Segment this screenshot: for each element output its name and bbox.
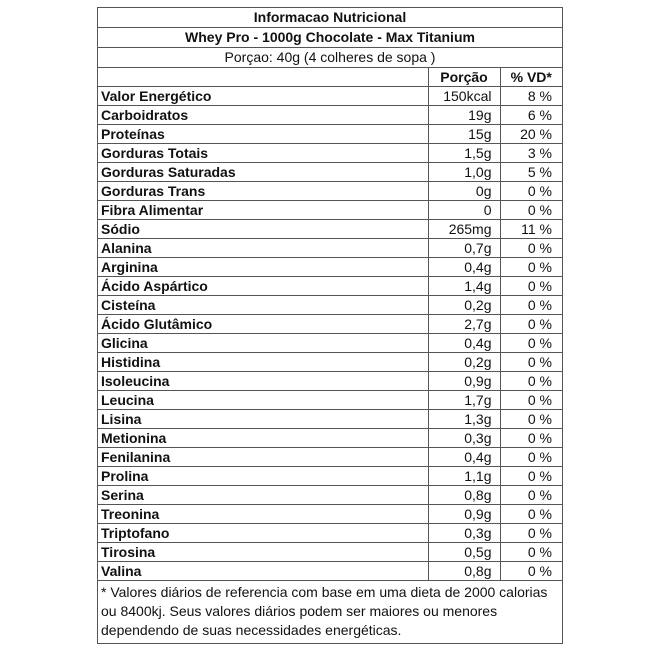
nutrient-name: Ácido Glutâmico [98, 315, 428, 334]
nutrient-daily-value: 8 % [500, 87, 562, 106]
nutrient-name: Serina [98, 486, 428, 505]
nutrient-name: Gorduras Saturadas [98, 163, 428, 182]
nutrient-amount: 0,8g [428, 562, 500, 581]
nutrient-name: Gorduras Trans [98, 182, 428, 201]
nutrient-daily-value: 0 % [500, 467, 562, 486]
nutrient-name: Metionina [98, 429, 428, 448]
table-row [98, 315, 562, 334]
nutrient-daily-value: 0 % [500, 429, 562, 448]
nutrient-amount: 1,1g [428, 467, 500, 486]
table-row [98, 125, 562, 144]
column-header-portion: Porção [428, 68, 500, 87]
nutrient-name: Cisteína [98, 296, 428, 315]
column-header-row [98, 68, 562, 87]
nutrient-daily-value: 0 % [500, 391, 562, 410]
table-row [98, 296, 562, 315]
nutrient-amount: 0,5g [428, 543, 500, 562]
nutrient-daily-value: 0 % [500, 524, 562, 543]
table-row [98, 429, 562, 448]
nutrient-daily-value: 0 % [500, 410, 562, 429]
nutrient-name: Fibra Alimentar [98, 201, 428, 220]
nutrient-daily-value: 0 % [500, 201, 562, 220]
nutrient-name: Valina [98, 562, 428, 581]
nutrient-amount: 1,3g [428, 410, 500, 429]
table-row [98, 87, 562, 106]
nutrient-daily-value: 0 % [500, 334, 562, 353]
nutrient-amount: 0,3g [428, 429, 500, 448]
nutrient-name: Carboidratos [98, 106, 428, 125]
nutrient-amount: 0,4g [428, 334, 500, 353]
table-row [98, 505, 562, 524]
nutrient-daily-value: 0 % [500, 315, 562, 334]
table-row [98, 182, 562, 201]
table-row [98, 543, 562, 562]
nutrient-amount: 0g [428, 182, 500, 201]
nutrient-amount: 0,4g [428, 448, 500, 467]
table-row [98, 258, 562, 277]
nutrient-amount: 0,2g [428, 353, 500, 372]
nutrient-amount: 0,9g [428, 505, 500, 524]
nutrient-name: Arginina [98, 258, 428, 277]
nutrient-name: Alanina [98, 239, 428, 258]
table-row [98, 562, 562, 581]
nutrient-daily-value: 5 % [500, 163, 562, 182]
table-row [98, 353, 562, 372]
nutrient-daily-value: 3 % [500, 144, 562, 163]
table-row [98, 334, 562, 353]
nutrition-table [98, 68, 562, 581]
nutrient-name: Tirosina [98, 543, 428, 562]
serving-size: Porçao: 40g (4 colheres de sopa ) [98, 48, 562, 68]
table-row [98, 486, 562, 505]
table-row [98, 220, 562, 239]
nutrient-amount: 1,5g [428, 144, 500, 163]
nutrient-amount: 0 [428, 201, 500, 220]
nutrient-name: Triptofano [98, 524, 428, 543]
nutrient-daily-value: 0 % [500, 182, 562, 201]
nutrient-daily-value: 0 % [500, 448, 562, 467]
table-row [98, 410, 562, 429]
nutrient-amount: 265mg [428, 220, 500, 239]
nutrient-name: Proteínas [98, 125, 428, 144]
nutrient-daily-value: 0 % [500, 372, 562, 391]
nutrient-amount: 15g [428, 125, 500, 144]
table-row [98, 372, 562, 391]
table-row [98, 201, 562, 220]
nutrient-amount: 0,9g [428, 372, 500, 391]
nutrient-daily-value: 0 % [500, 543, 562, 562]
table-row [98, 448, 562, 467]
nutrient-daily-value: 0 % [500, 353, 562, 372]
product-name: Whey Pro - 1000g Chocolate - Max Titanium [98, 28, 562, 48]
nutrition-facts-label [97, 7, 563, 644]
table-row [98, 106, 562, 125]
nutrient-daily-value: 0 % [500, 277, 562, 296]
table-row [98, 144, 562, 163]
nutrient-name: Isoleucina [98, 372, 428, 391]
nutrient-name: Ácido Aspártico [98, 277, 428, 296]
table-row [98, 524, 562, 543]
table-row [98, 277, 562, 296]
table-row [98, 391, 562, 410]
nutrient-amount: 0,7g [428, 239, 500, 258]
nutrient-amount: 2,7g [428, 315, 500, 334]
nutrient-amount: 0,2g [428, 296, 500, 315]
nutrient-name: Lisina [98, 410, 428, 429]
table-row [98, 163, 562, 182]
nutrient-amount: 19g [428, 106, 500, 125]
nutrient-daily-value: 0 % [500, 562, 562, 581]
nutrient-amount: 150kcal [428, 87, 500, 106]
nutrient-daily-value: 0 % [500, 296, 562, 315]
nutrient-daily-value: 11 % [500, 220, 562, 239]
nutrient-name: Prolina [98, 467, 428, 486]
table-row [98, 239, 562, 258]
nutrient-name: Histidina [98, 353, 428, 372]
label-title: Informacao Nutricional [98, 8, 562, 28]
nutrient-name: Gorduras Totais [98, 144, 428, 163]
nutrient-daily-value: 0 % [500, 505, 562, 524]
nutrient-daily-value: 20 % [500, 125, 562, 144]
nutrient-amount: 0,3g [428, 524, 500, 543]
nutrient-daily-value: 6 % [500, 106, 562, 125]
nutrient-name: Sódio [98, 220, 428, 239]
nutrient-name: Valor Energético [98, 87, 428, 106]
nutrient-amount: 1,4g [428, 277, 500, 296]
nutrient-daily-value: 0 % [500, 486, 562, 505]
column-header-dv: % VD* [500, 68, 562, 87]
table-row [98, 467, 562, 486]
nutrient-name: Leucina [98, 391, 428, 410]
footnote: * Valores diários de referencia com base em uma dieta de 2000 calorias ou 8400kj. Seus valores diários podem ser maiores ou menores dependendo de suas necessidades energéticas. [101, 584, 548, 638]
nutrient-name: Treonina [98, 505, 428, 524]
nutrient-daily-value: 0 % [500, 239, 562, 258]
nutrient-daily-value: 0 % [500, 258, 562, 277]
nutrient-amount: 1,7g [428, 391, 500, 410]
nutrient-name: Fenilanina [98, 448, 428, 467]
column-header-nutrient [98, 68, 428, 87]
nutrient-name: Glicina [98, 334, 428, 353]
nutrient-amount: 0,8g [428, 486, 500, 505]
nutrient-amount: 1,0g [428, 163, 500, 182]
nutrient-amount: 0,4g [428, 258, 500, 277]
